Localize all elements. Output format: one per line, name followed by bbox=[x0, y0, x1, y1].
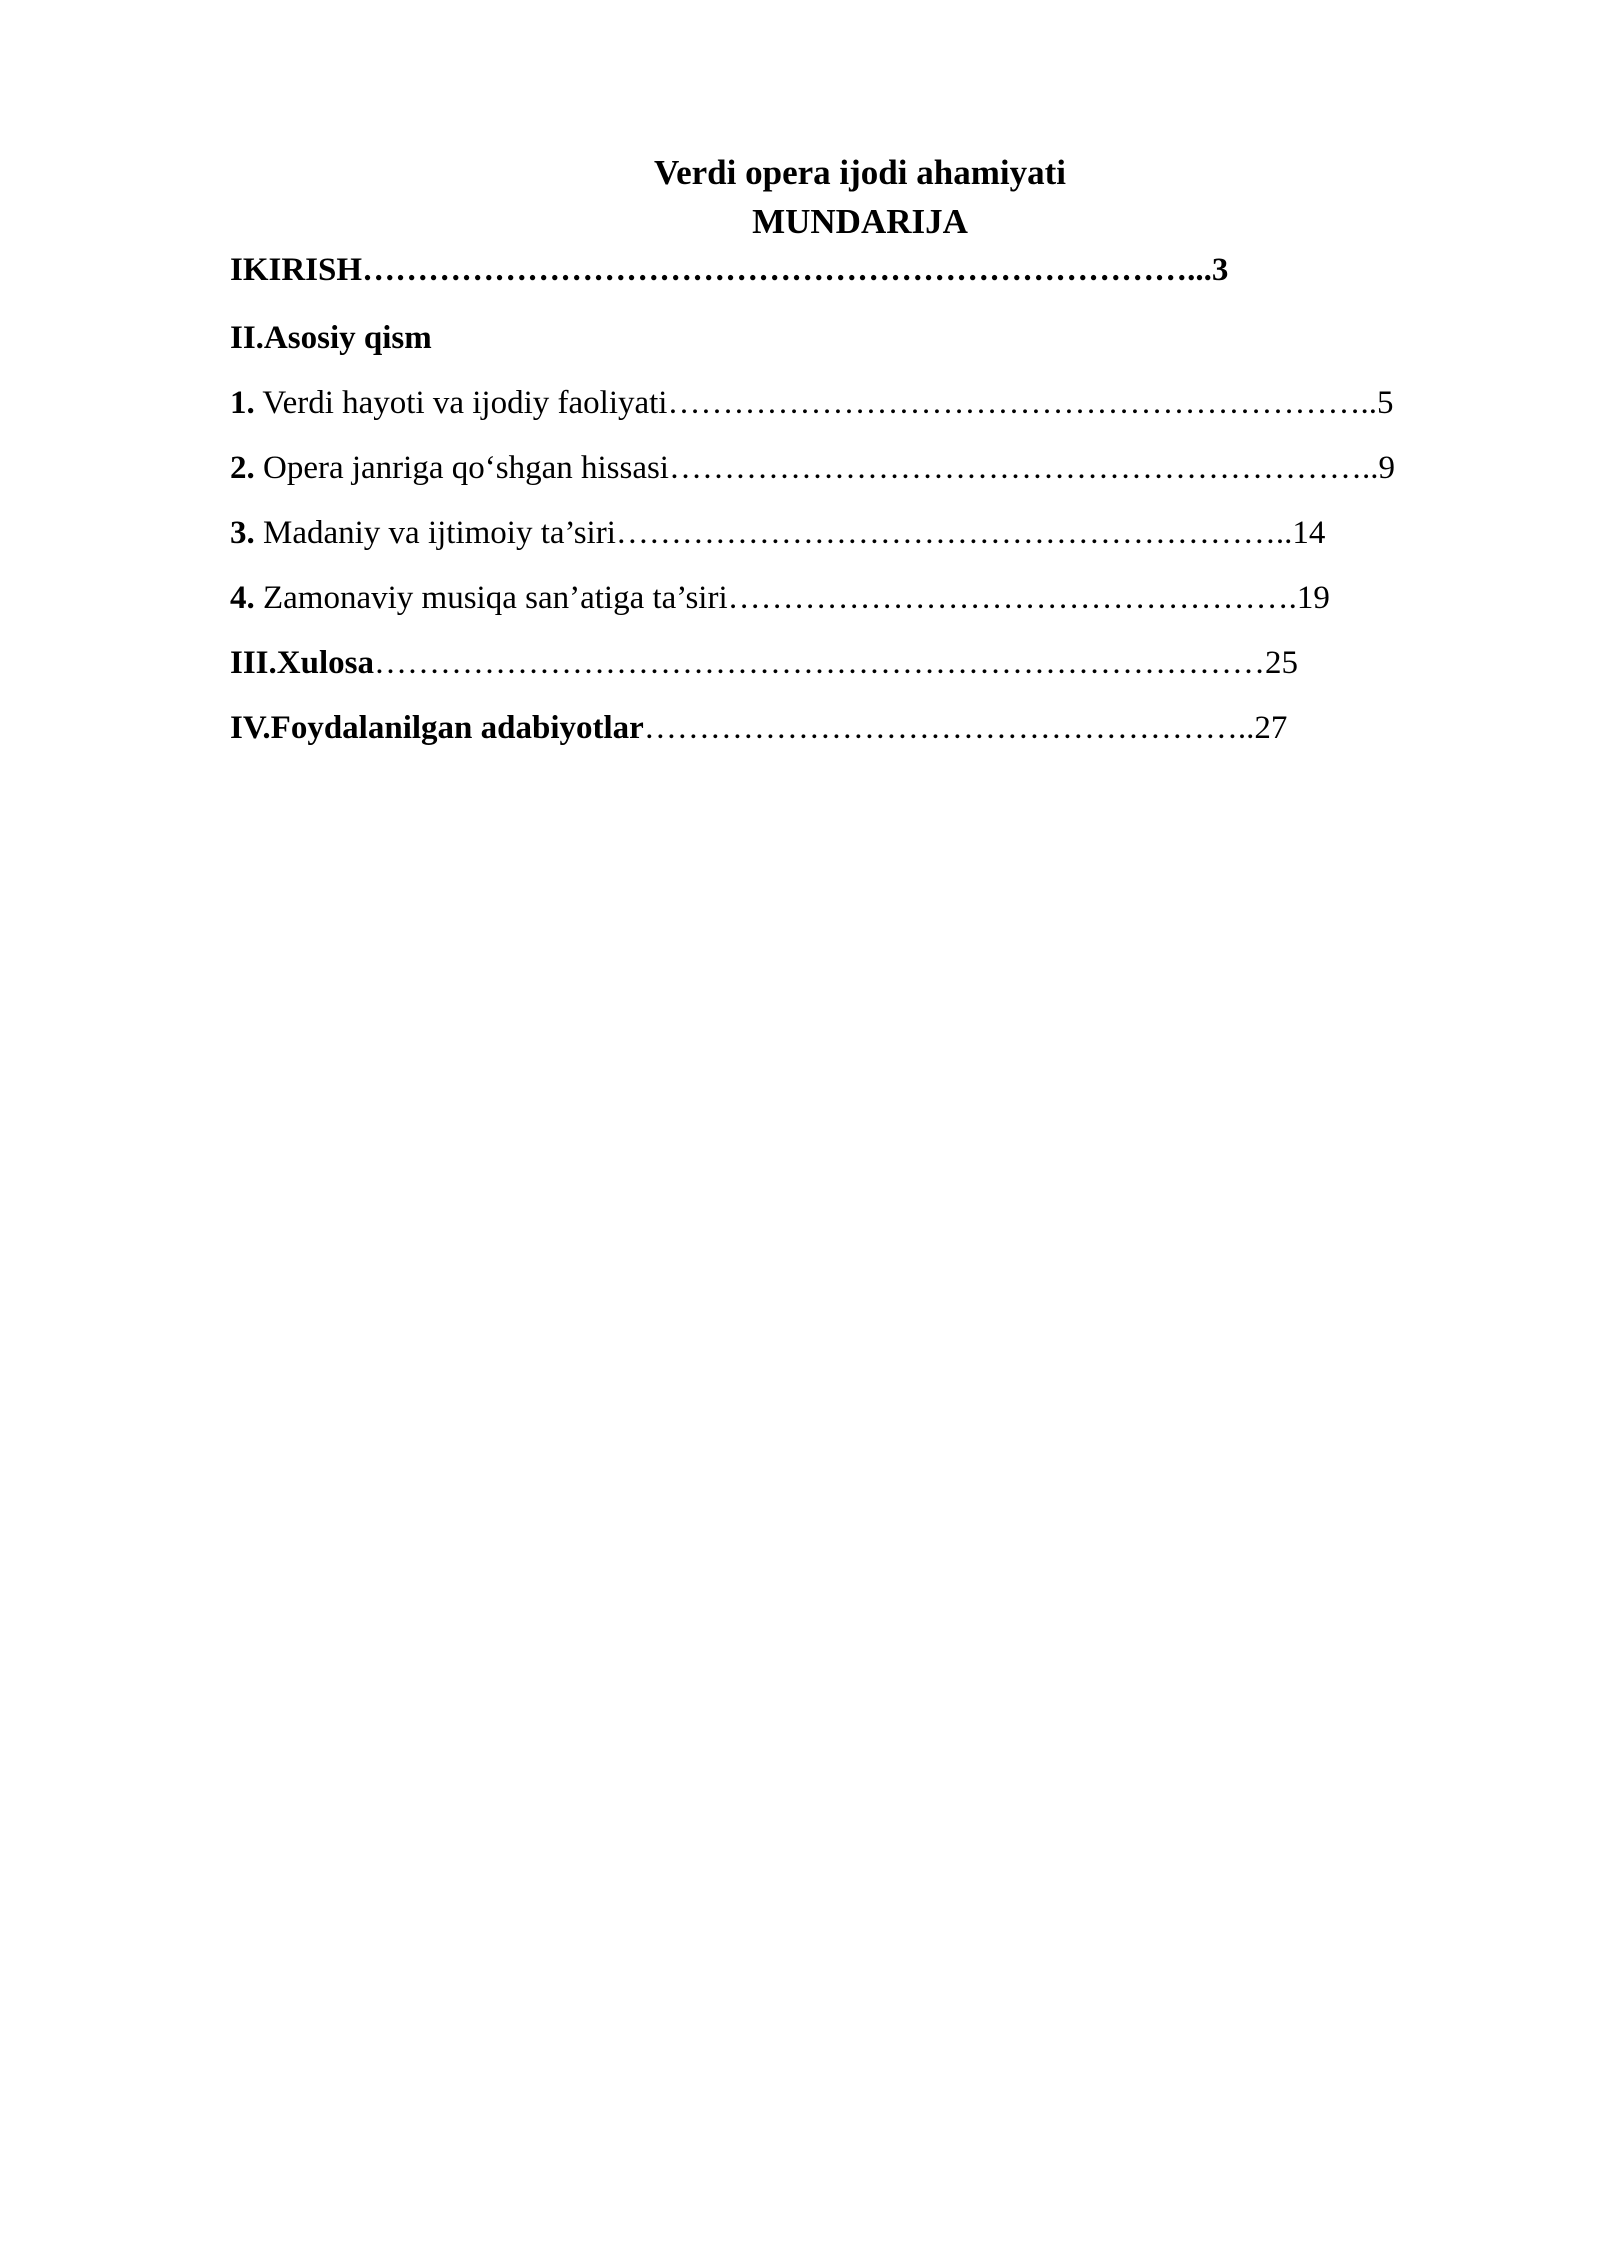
toc-leader-dots: ……………………………………………………….. bbox=[668, 450, 1379, 486]
toc-entry-number: 1. bbox=[230, 385, 255, 421]
toc-leader-dots: …………………………………………………………………... bbox=[362, 252, 1212, 288]
toc-entry-verdi-life bbox=[230, 381, 1393, 425]
toc-entry-title: IV.Foydalanilgan adabiyotlar bbox=[230, 710, 644, 746]
toc-page-number: 19 bbox=[1296, 580, 1330, 616]
table-of-contents-heading: MUNDARIJA bbox=[752, 202, 968, 241]
toc-leader-dots: …………………………………………………….. bbox=[615, 515, 1293, 551]
toc-page-number: 25 bbox=[1264, 645, 1298, 681]
toc-page-number: 3 bbox=[1211, 252, 1229, 288]
toc-page-number: 27 bbox=[1254, 710, 1288, 746]
toc-leader-dots: ……………………………………………….. bbox=[643, 710, 1255, 746]
toc-entry-opera-contribution bbox=[230, 446, 1395, 490]
toc-entry-title: Verdi hayoti va ijodiy faoliyati bbox=[254, 385, 668, 421]
toc-entry-title: Zamonaviy musiqa san’atiga ta’siri bbox=[254, 580, 728, 616]
toc-entry-cultural-impact bbox=[230, 511, 1325, 555]
toc-entry-number: 4. bbox=[230, 580, 255, 616]
toc-entry-main-part bbox=[230, 316, 432, 360]
toc-entry-number: 3. bbox=[230, 515, 255, 551]
toc-page-number: 9 bbox=[1378, 450, 1395, 486]
toc-entry-title: IKIRISH bbox=[230, 252, 363, 288]
toc-entry-title: II.Asosiy qism bbox=[230, 320, 432, 356]
toc-entry-title: Madaniy va ijtimoiy ta’siri bbox=[254, 515, 616, 551]
toc-leader-dots: ……………………………………………………….. bbox=[667, 385, 1377, 421]
toc-entry-title: Opera janriga qo‘shgan hissasi bbox=[254, 450, 669, 486]
toc-entry-title: III.Xulosa bbox=[230, 645, 374, 681]
toc-page-number: 14 bbox=[1292, 515, 1326, 551]
toc-entry-introduction bbox=[230, 248, 1228, 292]
toc-entry-modern-music-impact bbox=[230, 576, 1330, 620]
toc-leader-dots: ……………………………………………. bbox=[727, 580, 1297, 616]
toc-leader-dots: ……………………………………………………………………… bbox=[373, 645, 1265, 681]
toc-entry-conclusion bbox=[230, 641, 1298, 685]
toc-entry-references bbox=[230, 706, 1287, 750]
toc-entry-number: 2. bbox=[230, 450, 255, 486]
toc-page-number: 5 bbox=[1376, 385, 1394, 421]
document-title: Verdi opera ijodi ahamiyati bbox=[654, 153, 1066, 192]
